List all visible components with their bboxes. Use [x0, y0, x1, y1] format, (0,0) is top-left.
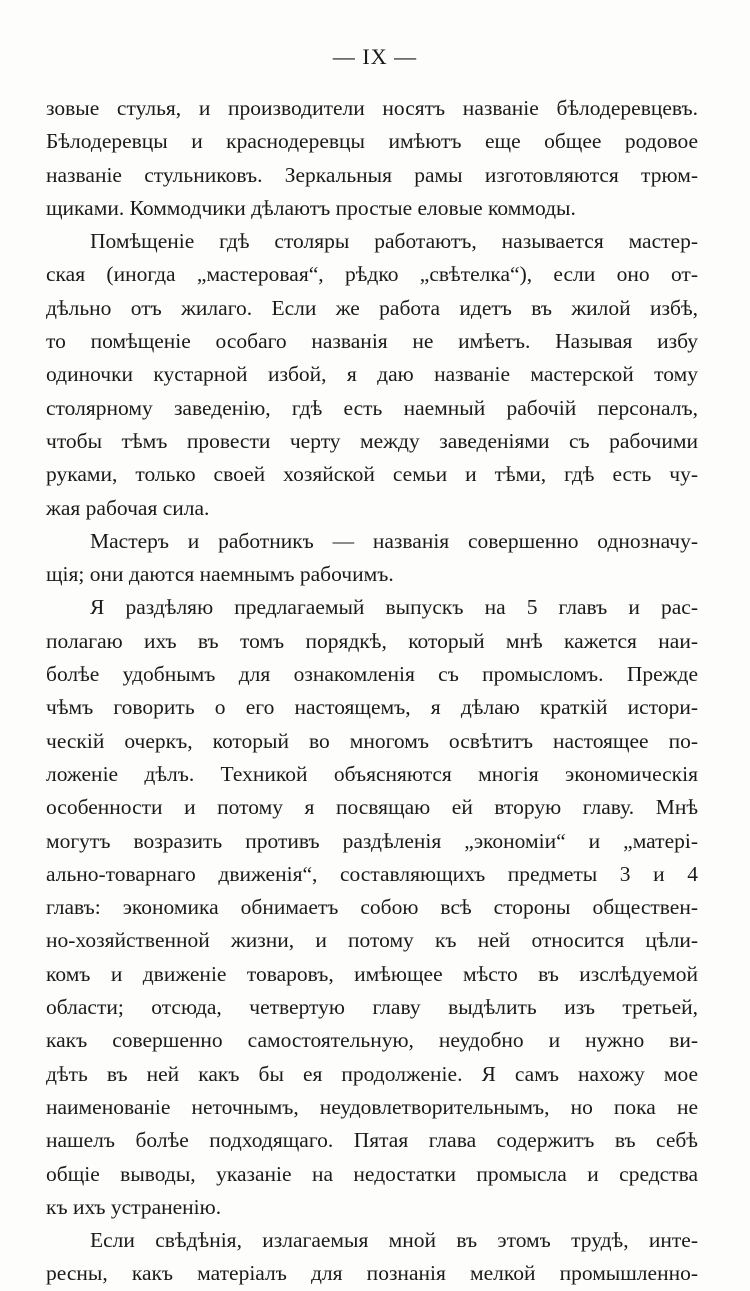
text-line: жая рабочая сила.: [46, 495, 210, 520]
text-line: Бѣлодеревцы и краснодеревцы имѣютъ еще общее родовое: [46, 129, 698, 154]
text-line: ально-товарнаго движенія“, составляющихъ предметы 3 и 4: [46, 861, 698, 886]
text-line: къ ихъ устраненію.: [46, 1194, 222, 1219]
text-line: Если свѣдѣнія, излагаемыя мной въ этомъ трудѣ, инте-: [90, 1228, 698, 1253]
text-line: но-хозяйственной жизни, и потому къ ней относится цѣли-: [46, 928, 698, 953]
text-line: щія; они даются наемнымъ рабочимъ.: [46, 562, 394, 587]
text-line: ресны, какъ матеріалъ для познанія мелкой промышленно-: [46, 1261, 698, 1286]
text-line: чтобы тѣмъ провести черту между заведеніями съ рабочими: [46, 428, 698, 453]
text-line: то помѣщеніе особаго названія не имѣетъ. Называя избу: [46, 329, 698, 354]
text-line: щиками. Коммодчики дѣлаютъ простые еловые коммоды.: [46, 195, 576, 220]
text-line: Мастеръ и работникъ — названія совершенно однозначу-: [90, 528, 698, 553]
text-line: ческій очеркъ, который во многомъ освѣтитъ настоящее по-: [46, 728, 698, 753]
text-line: особенности и потому я посвящаю ей вторую главу. Мнѣ: [46, 795, 698, 820]
text-line: одиночки кустарной избой, я даю названіе мастерской тому: [46, 362, 698, 387]
text-line: нашелъ болѣе подходящаго. Пятая глава содержитъ въ себѣ: [46, 1128, 698, 1153]
text-line: какъ совершенно самостоятельную, неудобно и нужно ви-: [46, 1028, 698, 1053]
text-line: дѣть въ ней какъ бы ея продолженіе. Я самъ нахожу мое: [46, 1061, 698, 1086]
text-line: ская (иногда „мастеровая“, рѣдко „свѣтелка“), если оно от-: [46, 262, 698, 287]
text-line: ложеніе дѣлъ. Техникой объясняются многія экономическія: [46, 761, 698, 786]
text-line: комъ и движеніе товаровъ, имѣющее мѣсто въ изслѣдуемой: [46, 961, 698, 986]
text-line: болѣе удобнымъ для ознакомленія съ промысломъ. Прежде: [46, 662, 698, 687]
text-line: наименованіе неточнымъ, неудовлетворительнымъ, но пока не: [46, 1094, 698, 1119]
text-line: Я раздѣляю предлагаемый выпускъ на 5 главъ и рас-: [90, 595, 698, 620]
text-line: руками, только своей хозяйской семьи и тѣми, гдѣ есть чу-: [46, 462, 698, 487]
text-line: чѣмъ говорить о его настоящемъ, я дѣлаю краткій истори-: [46, 695, 698, 720]
page-number-header: — IX —: [332, 44, 418, 69]
text-line: полагаю ихъ въ томъ порядкѣ, который мнѣ кажется наи-: [46, 628, 698, 653]
text-line: столярному заведенію, гдѣ есть наемный рабочій персоналъ,: [46, 395, 698, 420]
text-line: главъ: экономика обнимаетъ собою всѣ стороны обществен-: [46, 895, 698, 920]
text-line: могутъ возразить противъ раздѣленія „экономіи“ и „матері-: [46, 828, 698, 853]
text-line: области; отсюда, четвертую главу выдѣлить изъ третьей,: [46, 995, 698, 1020]
text-line: названіе стульниковъ. Зеркальныя рамы изготовляются трюм-: [46, 162, 698, 187]
text-line: зовые стулья, и производители носятъ названіе бѣлодеревцевъ.: [46, 96, 698, 120]
text-line: Помѣщеніе гдѣ столяры работаютъ, называется мастер-: [90, 229, 698, 254]
text-line: общіе выводы, указаніе на недостатки промысла и средства: [46, 1161, 698, 1186]
text-line: дѣльно отъ жилаго. Если же работа идетъ въ жилой избѣ,: [46, 295, 698, 320]
body-text: [46, 92, 698, 1291]
